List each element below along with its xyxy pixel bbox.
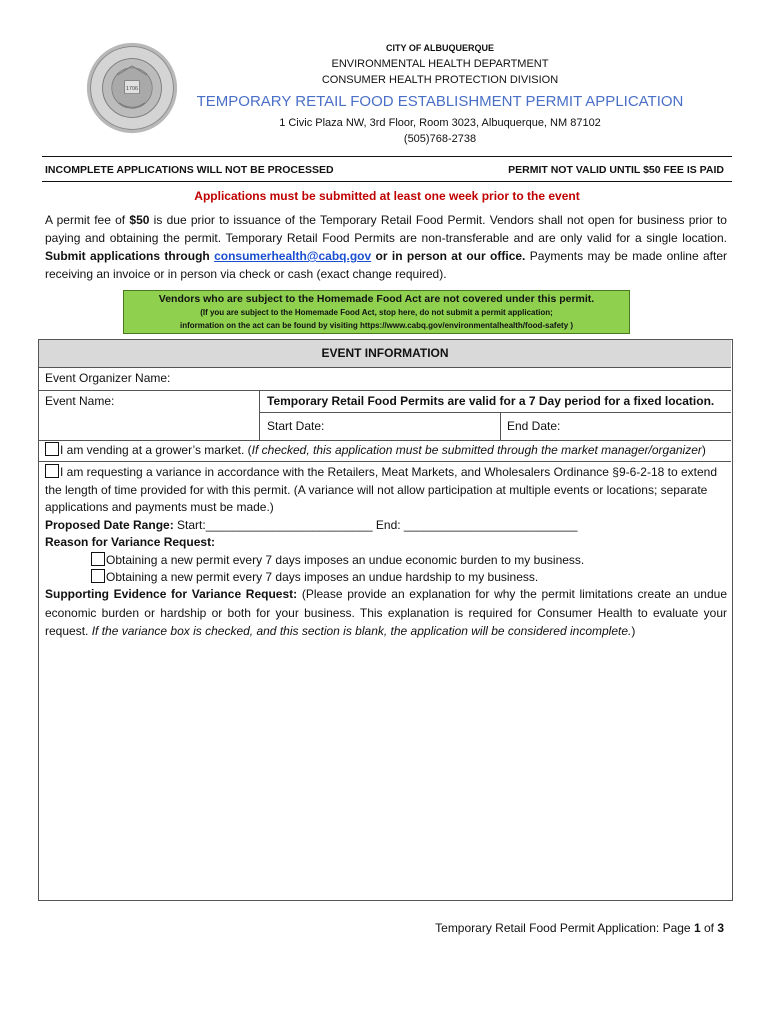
homemade-food-notice	[123, 290, 630, 334]
date-range-row	[45, 517, 727, 535]
validity-note: Temporary Retail Food Permits are valid for a 7 Day period for a fixed location.	[267, 394, 715, 408]
reason-hardship-label: Obtaining a new permit every 7 days imposes an undue hardship to my business.	[106, 570, 539, 584]
reason-economic-row	[91, 552, 711, 570]
growers-market-label: I am vending at a grower’s market. (	[60, 443, 252, 457]
row-divider	[39, 461, 731, 462]
evidence-text: (Please provide an explanation for why the permit limitations create an undue economic burden or hardship or both for your business. This explanation is required for Consumer Health to evaluate your request.	[45, 587, 727, 638]
division-name: CONSUMER HEALTH PROTECTION DIVISION	[321, 74, 559, 86]
intro-text-1: A permit fee of	[45, 213, 130, 227]
fee-notice: PERMIT NOT VALID UNTIL $50 FEE IS PAID	[508, 164, 724, 176]
evidence-paragraph	[45, 585, 727, 641]
homemade-line-1: Vendors who are subject to the Homemade Food Act are not covered under this permit.	[158, 293, 595, 305]
page-number: 1	[693, 921, 701, 935]
department-name: ENVIRONMENTAL HEALTH DEPARTMENT	[331, 58, 549, 70]
date-range-fields[interactable]: Start:_________________________ End: __________________________	[173, 518, 578, 532]
end-date-label: End Date:	[507, 419, 561, 433]
intro-text-2: is due prior to issuance of the Temporary Retail Food Permit. Vendors shall not open for business prior to paying and obtaining the permit. Temporary Retail Food Permits are non-transferable and are only valid for a single location.	[45, 213, 727, 245]
office-phone: (505)768-2738	[403, 133, 477, 145]
event-name-label: Event Name:	[45, 394, 115, 408]
form-title: TEMPORARY RETAIL FOOD ESTABLISHMENT PERMIT APPLICATION	[196, 93, 684, 110]
city-seal-logo	[86, 42, 178, 134]
variance-text: I am requesting a variance in accordance with the Retailers, Meat Markets, and Wholesalers Ordinance §9-6-2-18 to extend the length of time provided for with this permit. (A variance will not allow participation at multiple events or locations; separate applications and payments must be made.)	[45, 465, 717, 514]
submit-instruction: Submit applications through	[45, 249, 215, 263]
deadline-notice: Applications must be submitted at least one week prior to the event	[194, 189, 580, 203]
footer-of: of	[700, 921, 718, 935]
homemade-line-2: (If you are subject to the Homemade Food Act, stop here, do not submit a permit application;	[200, 308, 553, 317]
divider-top	[42, 156, 732, 157]
office-address: 1 Civic Plaza NW, 3rd Floor, Room 3023, Albuquerque, NM 87102	[279, 117, 601, 129]
submit-instruction-2: or in person at our office.	[371, 249, 526, 263]
col-divider	[500, 412, 501, 440]
evidence-warning: If the variance box is checked, and this section is blank, the application will be considered incomplete.	[91, 624, 632, 638]
evidence-label: Supporting Evidence for Variance Request:	[45, 587, 298, 601]
row-divider	[39, 440, 731, 441]
reason-label: Reason for Variance Request:	[45, 535, 216, 549]
email-link[interactable]: consumerhealth@cabq.gov	[214, 249, 372, 263]
permit-fee: $50	[129, 213, 150, 227]
evidence-response-area[interactable]	[45, 660, 727, 894]
growers-market-row	[45, 442, 706, 457]
start-date-label: Start Date:	[267, 419, 325, 433]
growers-close: )	[701, 443, 706, 457]
hardship-checkbox[interactable]	[91, 569, 105, 583]
evidence-close: )	[631, 624, 636, 638]
variance-checkbox[interactable]	[45, 464, 59, 478]
intro-paragraph	[45, 211, 727, 283]
page-total: 3	[717, 921, 724, 935]
row-divider	[259, 412, 731, 413]
growers-market-checkbox[interactable]	[45, 442, 59, 456]
row-divider	[39, 390, 731, 391]
page-footer	[435, 921, 724, 935]
incomplete-notice: INCOMPLETE APPLICATIONS WILL NOT BE PROCESSED	[45, 164, 334, 176]
seal-year: 1706	[125, 85, 139, 92]
variance-paragraph	[45, 464, 727, 517]
reason-economic-label: Obtaining a new permit every 7 days imposes an undue economic burden to my business.	[106, 553, 585, 567]
economic-burden-checkbox[interactable]	[91, 552, 105, 566]
homemade-line-3: information on the act can be found by visiting https://www.cabq.gov/environmentalhealth/food-safety )	[179, 321, 574, 330]
organizer-label: Event Organizer Name:	[45, 371, 171, 385]
city-name: CITY OF ALBUQUERQUE	[385, 43, 494, 53]
intro-text-3: Payments may be made online after receiving an invoice or in person via check or cash (exact change required).	[45, 249, 727, 281]
growers-market-note: If checked, this application must be submitted through the market manager/organizer	[251, 443, 702, 457]
col-divider	[259, 390, 260, 440]
reason-hardship-row	[91, 569, 711, 587]
date-range-label: Proposed Date Range:	[45, 518, 174, 532]
divider-bottom	[42, 181, 732, 182]
footer-text: Temporary Retail Food Permit Application: Page	[435, 921, 694, 935]
event-section-title: EVENT INFORMATION	[39, 340, 731, 368]
